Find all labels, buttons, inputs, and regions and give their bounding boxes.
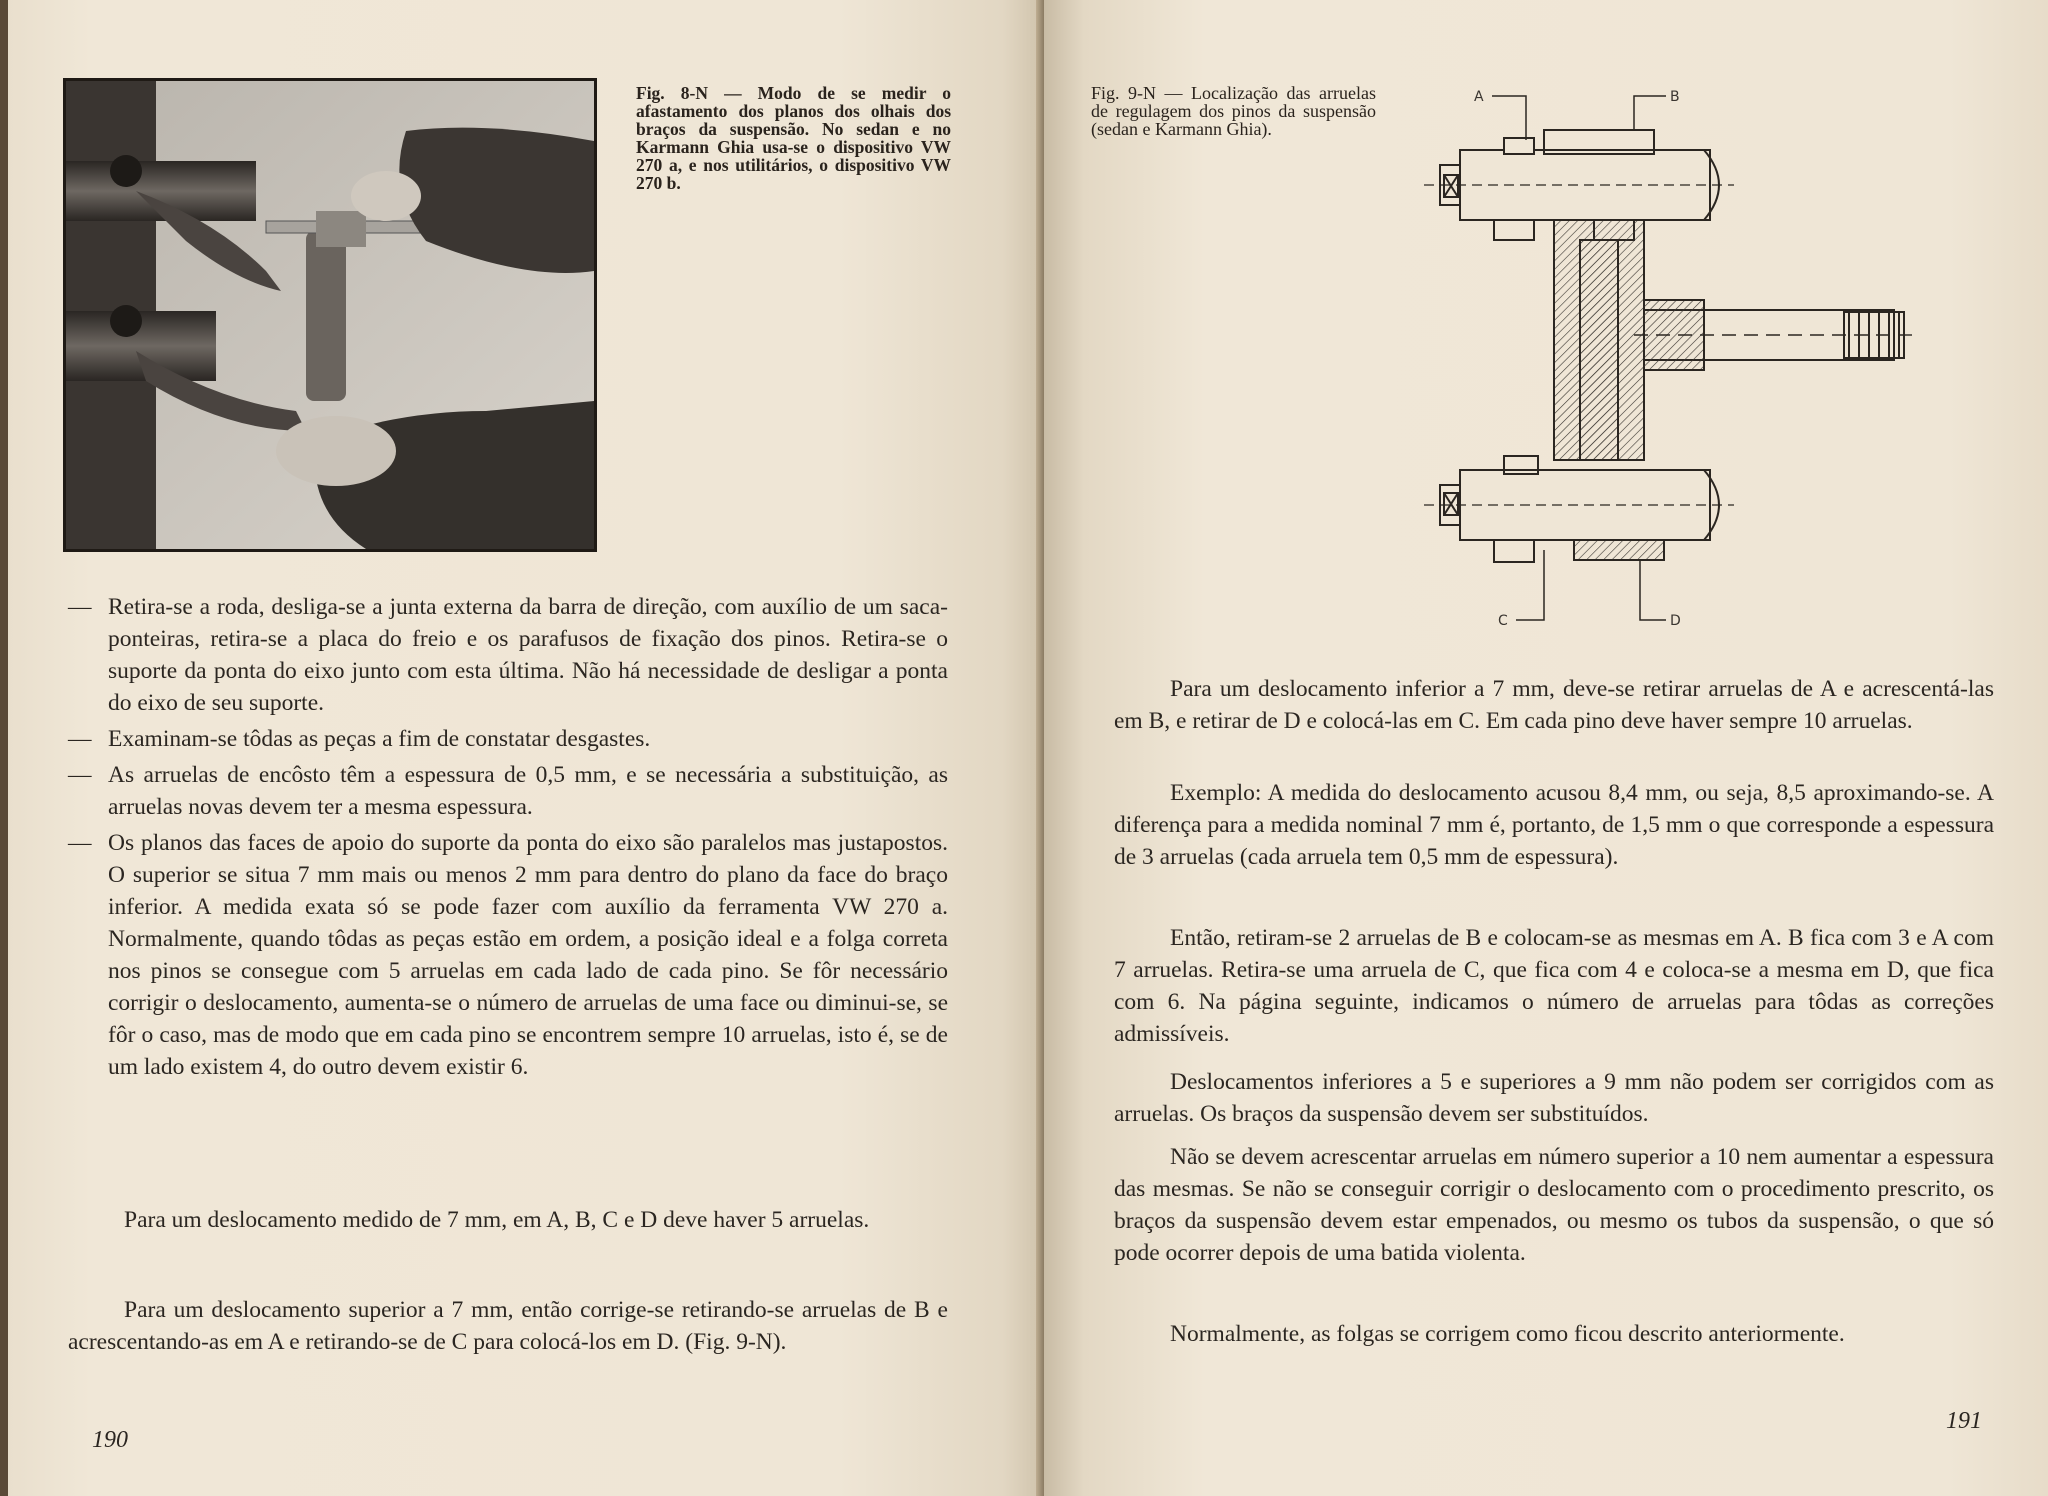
paragraph: Não se devem acrescentar arruelas em número superior a 10 nem aumentar a espessura das mesmas. Se não se conseguir corrigir o deslocamento com o procedimento prescrito, os braços da suspensão devem estar empenados, ou mesmo os tubos da suspensão, o que só pode ocorrer depois de uma batida violenta. [1114,1144,1994,1266]
right-page [1044,0,2048,1496]
paragraph: Então, retiram-se 2 arruelas de B e colocam-se as mesmas em A. B fica com 3 e A com 7 arruelas. Retira-se uma arruela de C, que fica com 4 e coloca-se a mesma em D, que fica com 6. Na página seguinte, indicamos o número de arruelas para tôdas as correções admissíveis. [1114,925,1994,1047]
left-page [8,0,1044,1496]
paragraph: Deslocamentos inferiores a 5 e superiores a 9 mm não podem ser corrigidos com as arruelas. Os braços da suspensão devem ser substituídos. [1114,1069,1994,1127]
suspension-measurement-photo [66,81,594,549]
fig-9n-diagram [1404,80,2024,640]
bullet-dash: — [68,594,92,620]
paragraph: Para um deslocamento inferior a 7 mm, deve-se retirar arruelas de A e acrescentá-las em B, e retirar de D e colocá-las em C. Em cada pino deve haver sempre 10 arruelas. [1114,676,1994,734]
paragraph: Para um deslocamento superior a 7 mm, então corrige-se retirando-se arruelas de B e acrescentando-as em A e retirando-se de C para colocá-los em D. (Fig. 9-N). [68,1297,948,1355]
list-item-text: As arruelas de encôsto têm a espessura de 0,5 mm, e se necessária a substituição, as arruelas novas devem ter a mesma espessura. [108,762,948,820]
page-number: 191 [1946,1408,1982,1434]
page-number: 190 [92,1427,128,1453]
list-item [68,723,948,755]
bullet-dash: — [68,726,92,752]
list-item [68,759,948,823]
fig-8n-photo [63,78,597,552]
label-c: C [1498,613,1508,629]
paragraph: Normalmente, as folgas se corrigem como ficou descrito anteriormente. [1170,1321,1845,1347]
list-item-text: Os planos das faces de apoio do suporte da ponta do eixo são paralelos mas justapostos. O superior se situa 7 mm mais ou menos 2 mm para dentro do plano da face do braço inferior. A medida exata só se pode fazer com auxílio da ferramenta VW 270 a. Normalmente, quando tôdas as peças estão em ordem, a posição ideal e a folga correta nos pinos se consegue com 5 arruelas em cada lado de cada pino. Se fôr necessário corrigir o deslocamento, aumenta-se o número de arruelas de uma face ou diminui-se, se fôr o caso, mas de modo que em cada pino se encontrem sempre 10 arruelas, isto é, se de um lado existem 4, do outro devem existir 6. [108,830,948,1080]
list-item [68,827,948,1083]
book-edge [0,0,8,1496]
list-item-text: Examinam-se tôdas as peças a fim de constatar desgastes. [108,726,651,752]
label-d: D [1670,613,1681,629]
paragraph: Exemplo: A medida do deslocamento acusou 8,4 mm, ou seja, 8,5 aproximando-se. A diferença para a medida nominal 7 mm é, portanto, de 1,5 mm o que corresponde a espessura de 3 arruelas (cada arruela tem 0,5 mm de espessura). [1114,780,1994,870]
list-item-text: Retira-se a roda, desliga-se a junta externa da barra de direção, com auxílio de um saca-ponteiras, retira-se a placa do freio e os parafusos de fixação dos pinos. Retira-se o suporte da ponta do eixo junto com esta última. Não há necessidade de desligar a ponta do eixo de seu suporte. [108,594,948,716]
label-a: A [1474,89,1484,105]
paragraph: Para um deslocamento medido de 7 mm, em A, B, C e D deve haver 5 arruelas. [124,1207,870,1233]
fig-8n-caption: Fig. 8-N — Modo de se medir o afastamento dos planos dos olhais dos braços da suspensão. No sedan e no Karmann Ghia usa-se o dispositivo VW 270 a, e nos utilitários, o dispositivo VW 270 b. [636,83,951,193]
bullet-dash: — [68,762,92,788]
bullet-dash: — [68,830,92,856]
fig-9n-caption: Fig. 9-N — Localização das arruelas de regulagem dos pinos da suspensão (sedan e Karmann Ghia). [1091,83,1376,139]
list-item [68,591,948,719]
procedure-list [68,591,948,1087]
label-b: B [1670,89,1680,105]
